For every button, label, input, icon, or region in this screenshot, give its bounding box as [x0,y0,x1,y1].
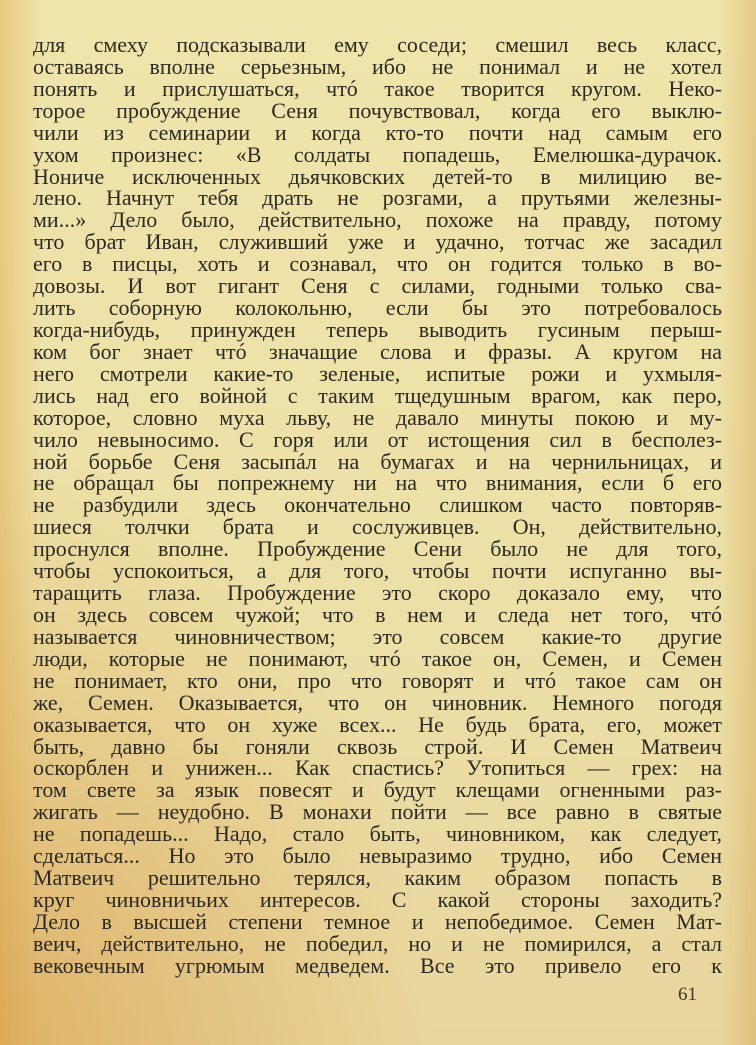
text-line: него смотрели какие-то зеленые, испитые рожи и ухмыля- [33,360,722,386]
text-line: чтобы успокоиться, а для того, чтобы почти испуганно вы- [33,558,722,584]
text-line: он здесь совсем чужой; что в нем и следа нет того, чтó [33,601,722,627]
text-line: лись над его войной с таким тщедушным врагом, как перо, [33,382,722,408]
text-line: когда-нибудь, принужден теперь выводить гусиным перыш- [33,316,722,342]
text-line: вековечным угрюмым медведем. Все это привело его к [33,952,722,978]
text-line: не понимает, кто они, про что говорят и чтó такое сам он [33,667,722,693]
text-line: для смеху подсказывали ему соседи; смешил весь класс, [33,32,722,57]
text-line: Нониче исключенных дьячковских детей-то в милицию ве- [33,163,722,189]
page-body-text [33,34,722,977]
text-line: Матвеич решительно терялся, каким образом попасть в [33,865,722,891]
text-line: не разбудили здесь окончательно слишком часто повторяв- [33,492,722,518]
text-line: лено. Начнут тебя драть не розгами, а прутьями железны- [33,185,722,211]
text-line: оставаясь вполне серьезным, ибо не понимал и не хотел [33,53,722,79]
text-line: шиеся толчки брата и сослуживцев. Он, действительно, [33,514,722,540]
text-line: таращить глаза. Пробуждение это скоро доказало ему, что [33,580,722,606]
text-line: не обращал бы попрежнему ни на что внимания, если б его [33,470,722,496]
text-line: не попадешь... Надо, стало быть, чиновником, как следует, [33,821,722,847]
text-line: оскорблен и унижен... Как спастись? Утопиться — грех: на [33,755,722,781]
text-line: понять и прислушаться, чтó такое творится кругом. Неко- [33,75,722,101]
text-line: быть, давно бы гоняли сквозь строй. И Семен Матвеич [33,733,722,759]
text-line: торое пробуждение Сеня почувствовал, когда его выклю- [33,97,722,123]
text-line: том свете за язык повесят и будут клещами огненными раз- [33,777,722,803]
text-line: чило невыносимо. С горя или от истощения сил в бесполез- [33,426,722,452]
text-line: же, Семен. Оказывается, что он чиновник. Немного погодя [33,689,722,715]
text-line: ком бог знает чтó значащие слова и фразы. А кругом на [33,338,722,364]
text-line: ми...» Дело было, действительно, похоже на правду, потому [33,207,722,233]
text-line: проснулся вполне. Пробуждение Сени было не для того, [33,536,722,562]
text-line: которое, словно муха льву, не давало минуты покою и му- [33,404,722,430]
text-line: лить соборную колокольню, если бы это потребовалось [33,295,722,321]
text-line: ухом произнес: «В солдаты попадешь, Емелюшка-дурачок. [33,141,722,167]
text-line: сделаться... Но это было невыразимо трудно, ибо Семен [33,843,722,869]
text-line: довозы. И вот гигант Сеня с силами, годными только сва- [33,273,722,299]
text-line: его в писцы, хоть и сознавал, что он годится только в во- [33,251,722,277]
text-line: что брат Иван, служивший уже и удачно, тотчас же засадил [33,229,722,255]
text-line: веич, действительно, не победил, но и не помирился, а стал [33,930,722,956]
text-line: ной борьбе Сеня засыпáл на бумагах и на чернильницах, и [33,448,722,474]
text-line: жигать — неудобно. В монахи пойти — все равно в святые [33,799,722,825]
text-line: Дело в высшей степени темное и непобедимое. Семен Мат- [33,908,722,934]
text-line: называется чиновничеством; это совсем какие-то другие [33,623,722,649]
text-line: чили из семинарии и когда кто-то почти над самым его [33,119,722,145]
text-line: оказывается, что он хуже всех... Не будь брата, его, может [33,711,722,737]
text-line: люди, которые не понимают, чтó такое он, Семен, и Семен [33,645,722,671]
page-number: 61 [678,984,697,1005]
text-line: круг чиновничьих интересов. С какой стороны заходить? [33,886,722,912]
